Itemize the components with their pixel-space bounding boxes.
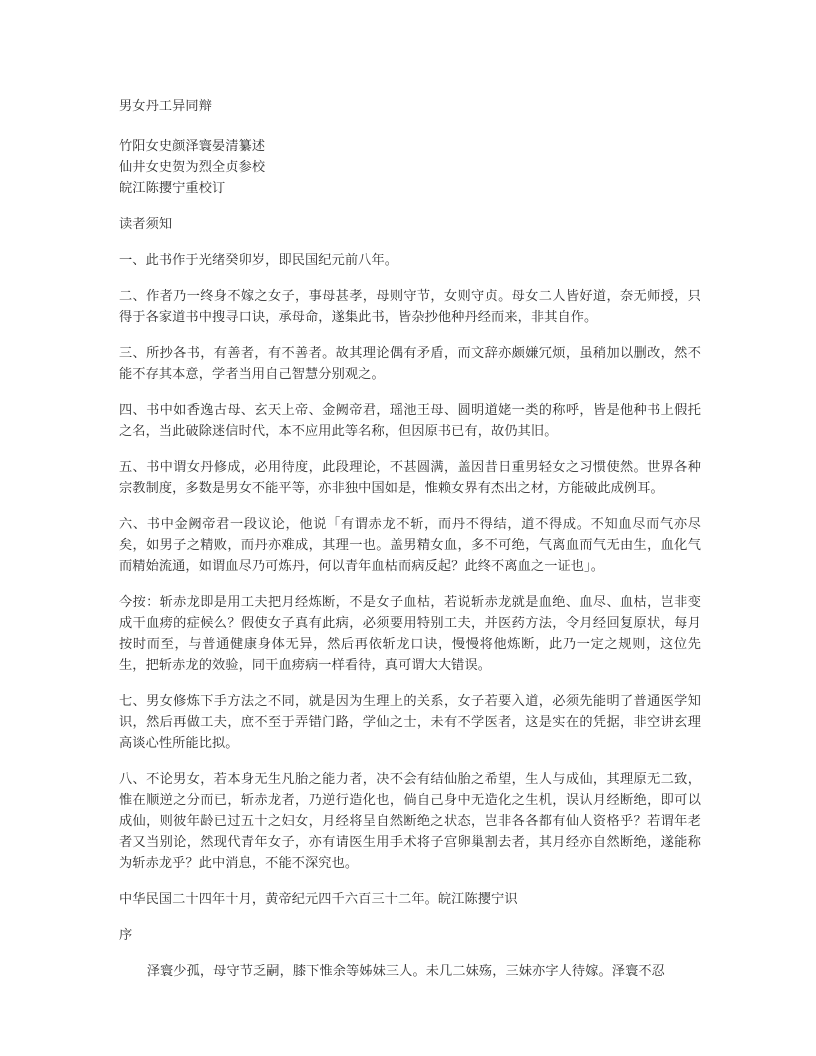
- spacer-5: [119, 442, 701, 457]
- attribution-line-3: 皖江陈撄宁重校订: [119, 181, 226, 196]
- spacer-3: [119, 328, 701, 343]
- notice-item-7: 七、男女修炼下手方法之不同，就是因为生理上的关系，女子若要入道，必须先能明了普通医学知识，然后再做工夫，庶不至于弄错门路，学仙之士，未有不学医者，这是实在的凭据，非空讲玄理高谈心性所能比拟。: [119, 694, 701, 751]
- page-title: 男女丹工异同辩: [119, 99, 213, 114]
- spacer-9: [119, 754, 701, 769]
- notice-item-8: 八、不论男女，若本身无生凡胎之能力者，决不会有结仙胎之希望，生人与成仙，其理原无二致，惟在顺逆之分而已，斩赤龙者，乃逆行造化也，倘自己身中无造化之生机，误认月经断绝，即可以成仙，则彼年龄已过五十之妇女，月经将呈自然断绝之状态，岂非各各都有仙人资格乎？若谓年老者又当别论，然现代青年女子，亦有请医生用手术将子宫卵巢割去者，其月经亦自然断绝，遂能称为斩赤龙乎？此中消息，不能不深究也。: [119, 772, 701, 871]
- notice-item-4: 四、书中如香逸古母、玄天上帝、金阙帝君，瑶池王母、圆明道姥一类的称呼，皆是他种书上假托之名，当此破除迷信时代，本不应用此等名称，但因原书已有，故仍其旧。: [119, 403, 701, 439]
- document-body: [119, 96, 701, 982]
- spacer-10: [119, 874, 701, 889]
- spacer-4: [119, 385, 701, 400]
- spacer-7: [119, 577, 701, 592]
- notice-item-3: 三、所抄各书，有善者，有不善者。故其理论偶有矛盾，而文辞亦颇嫌冗烦，虽稍加以删改，然不能不存其本意，学者当用自己智慧分别观之。: [119, 346, 701, 382]
- attribution-line-2: 仙井女史贺为烈全贞参校: [119, 160, 266, 175]
- spacer-after-attribution: [119, 199, 701, 214]
- spacer-6: [119, 499, 701, 514]
- spacer-11: [119, 910, 701, 925]
- preface-paragraph-1: 泽寰少孤，母守节乏嗣，膝下惟余等姊妹三人。未几二妹殇，三妹亦字人待嫁。泽寰不忍: [146, 964, 665, 979]
- notice-item-1: 一、此书作于光绪癸卯岁，即民国纪元前八年。: [119, 253, 399, 268]
- notice-annotation-jinan: 今按：斩赤龙即是用工夫把月经炼断，不是女子血枯，若说斩赤龙就是血绝、血尽、血枯，岂非变成干血痨的症候么？假使女子真有此病，必须要用特别工夫，并医药方法，令月经回复原状，每月按时而至，与普通健康身体无异，然后再依斩龙口诀，慢慢将他炼断，此乃一定之规则，这位先生，把斩赤龙的效验，同干血痨病一样看待，真可谓大大错误。: [119, 595, 701, 673]
- spacer-1: [119, 235, 701, 250]
- notice-item-2: 二、作者乃一终身不嫁之女子，事母甚孝，母则守节，女则守贞。母女二人皆好道，奈无师授，只得于各家道书中搜寻口诀，承母命，遂集此书，皆杂抄他种丹经而来，非其自作。: [119, 289, 701, 325]
- attribution-block: [119, 136, 701, 199]
- attribution-line-1: 竹阳女史颜泽寰晏清纂述: [119, 139, 266, 154]
- spacer-2: [119, 271, 701, 286]
- notice-item-5: 五、书中谓女丹修成，必用待度，此段理论，不甚圆满，盖因昔日重男轻女之习惯使然。世界各种宗教制度，多数是男女不能平等，亦非独中国如是，惟赖女界有杰出之材，方能破此成例耳。: [119, 460, 701, 496]
- spacer-12: [119, 946, 701, 961]
- notice-item-6: 六、书中金阙帝君一段议论，他说「有谓赤龙不斩，而丹不得结，道不得成。不知血尽而气亦尽矣，如男子之精败，而丹亦难成，其理一也。盖男精女血，多不可绝，气离血而气无由生，血化气而精始流通，如谓血尽乃可炼丹，何以青年血枯而病反起？此终不离血之一证也」。: [119, 517, 701, 574]
- signature-line: 中华民国二十四年十月，黄帝纪元四千六百三十二年。皖江陈撄宁识: [119, 892, 518, 907]
- preface-heading: 序: [119, 928, 133, 943]
- spacer-after-title: [119, 117, 701, 136]
- notice-heading: 读者须知: [119, 217, 173, 232]
- spacer-8: [119, 676, 701, 691]
